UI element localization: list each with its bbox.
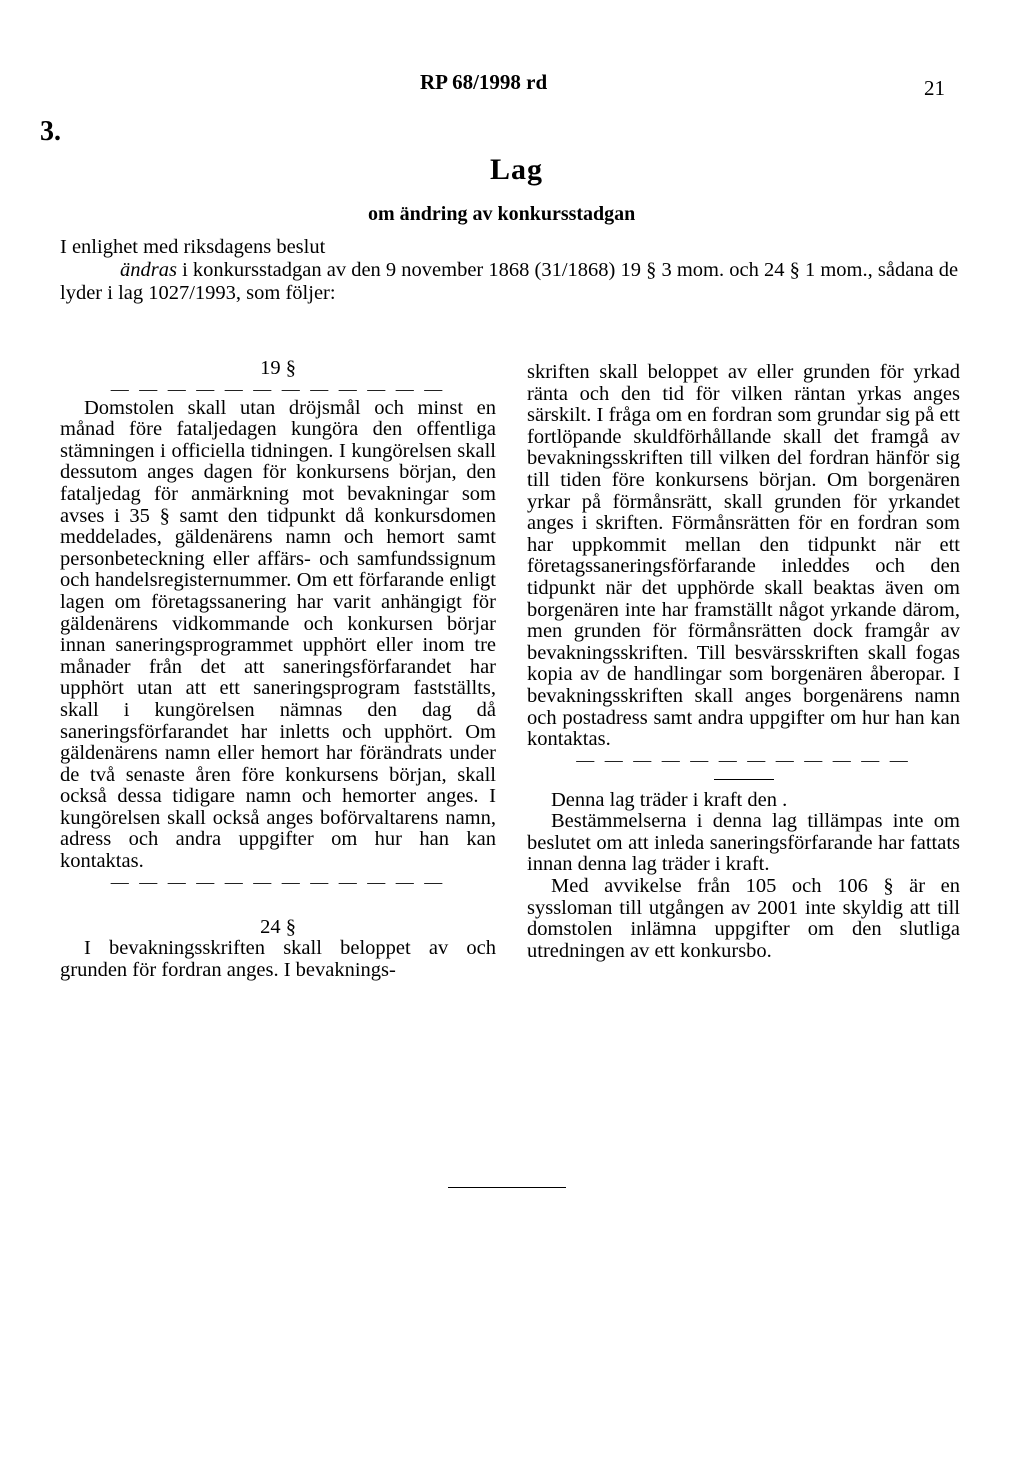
section-19-heading: 19 § [260,357,296,379]
section-24-heading: 24 § [260,915,296,938]
section-19-omission-dashes: — — — — — — — — — — — — [110,379,446,398]
section-19-end-dashes: — — — — — — — — — — — — [110,872,446,891]
transition-provision-2: Med avvikelse från 105 och 106 § är en syssloman till utgången av 2001 inte skyldig att till domstolen inlämna uppgifter om den slutliga utredningen av ett konkursbo. [527,875,960,962]
preamble-amend-text: i konkursstadgan av den 9 november 1868 (31/1868) 19 § 3 mom. och 24 § 1 mom., sådana de lyder i lag 1027/1993, som följer: [60,259,959,304]
preamble-line2 [60,259,972,305]
entry-into-force: Denna lag träder i kraft den . [551,788,788,811]
page-number: 21 [924,76,945,100]
preamble-line1: I enlighet med riksdagens beslut [60,236,326,258]
transition-provision-1: Bestämmelserna i denna lag tillämpas inte om beslutet om att inleda saneringsförfarande har fattats innan denna lag träder i kraft. [527,810,960,876]
section-24-text-continued: skriften skall beloppet av eller grunden för yrkad ränta och den tid för vilken räntan yrkas anges särskilt. I fråga om en fordran som grundar sig på ett fortlöpande skuldförhållande skall det framgå av bevakningsskriften till vilken del fordran hänför sig till tiden före konkursens början. Om borgenären yrkar på förmånsrätt, skall grunden för yrkandet anges i skriften. Förmånsrätten för en fordran som har uppkommit mellan den tidpunkt när ett företagssaneringsförfarande inleddes och den tidpunkt när det upphörde skall beaktas även om borgenären inte har framställt något yrkande därom, men grunden för förmånsrätten dock framgår av bevakningsskriften. Till besvärsskriften skall fogas kopia av de handlingar som borgenären åberopar. I bevakningsskriften skall anges borgenärens namn och postadress samt andra uppgifter om hur han kan kontaktas. [527,361,960,751]
section-24-end-dashes: — — — — — — — — — — — — [576,750,911,769]
law-title: Lag [490,153,544,186]
preamble [60,236,972,305]
section-19-text: Domstolen skall utan dröjsmål och minst en månad före fataljedagen kungöra den offentliga stämningen i officiella tidningen. I kungörelsen skall dessutom anges dagen för konkursens början, den fataljedag för anmärkning mot bevakningar som avses i 35 § samt den tidpunkt då konkursdomen meddelades, gäldenärens namn och hemort samt personbeteckning eller affärs- och samfundssignum och handelsregisternummer. Om ett förfarande enligt lagen om företagssanering har varit anhängigt för gäldenärens vidkommande och konkursen börjar innan saneringsprogrammet upphört eller inom tre månader från det att saneringsförfarandet har upphört utan att ett saneringsprogram fastställts, skall i kungörelsen nämnas den dag då saneringsförfarandet har inletts och upphört. Om gäldenärens namn eller hemort har förändrats under de två senaste åren före konkursens början, skall också dessa tidigare namn och hemorter anges. I kungörelsen skall också anges boförvaltarens namn, adress och andra uppgifter om hur han kan kontaktas. [60,396,496,873]
law-subtitle: om ändring av konkursstadgan [368,203,636,225]
preamble-amend-word: ändras [120,259,177,281]
document-code: RP 68/1998 rd [420,70,548,94]
section-number: 3. [40,116,61,147]
right-column [527,362,960,962]
end-rule [448,1187,566,1188]
left-column [60,358,496,981]
section-24-text-start: I bevakningsskriften skall beloppet av och grunden för fordran anges. I bevaknings- [60,937,496,981]
